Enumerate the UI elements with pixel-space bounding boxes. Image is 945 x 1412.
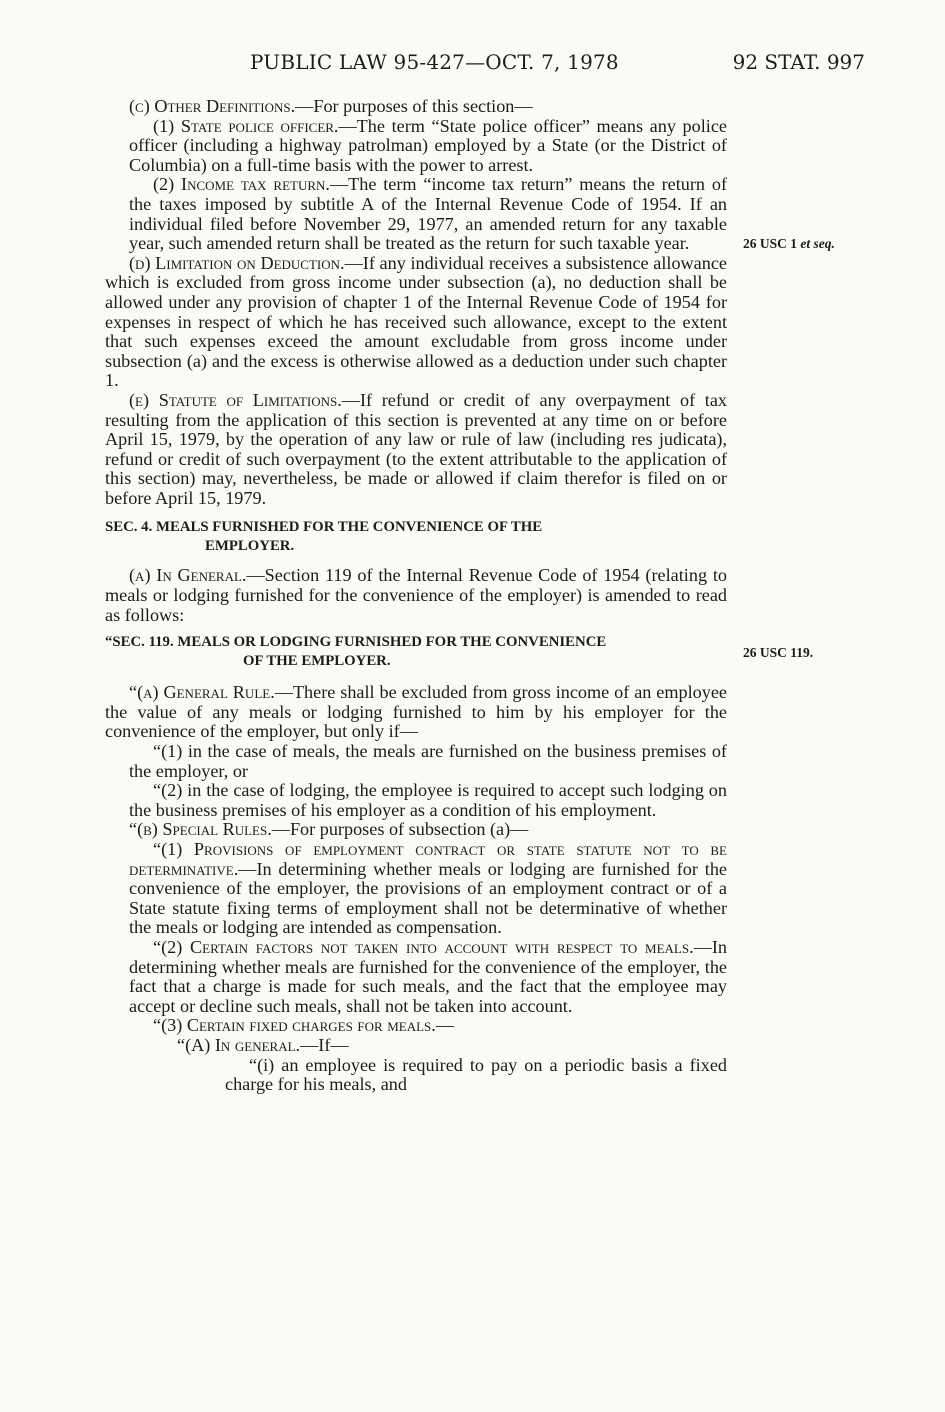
- section-4-heading-line1: SEC. 4. MEALS FURNISHED FOR THE CONVENIENCE OF THE: [105, 519, 543, 536]
- margin-note-italic: et seq.: [800, 236, 835, 251]
- rule-a-general: [105, 683, 727, 742]
- margin-note-26-usc-119: 26 USC 119.: [743, 645, 814, 660]
- rule-b3-A: [105, 1036, 727, 1056]
- header-stat-page: 92 STAT. 997: [732, 50, 865, 74]
- subsection-c1-text: —The term “State police officer” means any police officer (including a highway patrolman) employed by a State (or the District of Columbia) on a full-time basis with the power to arrest.: [129, 115, 727, 175]
- subsection-d-text: —If any individual receives a subsistence allowance which is excluded from gross income under subsection (a), no deduction shall be allowed under any provision of chapter 1 of the Internal Revenue Code of 1954 for expenses in respect of which he has received such allowance, except to the extent that such expenses exceed the amount excludable from gross income under subsection (a) and the excess is otherwise allowed as a deduction under such chapter 1.: [105, 252, 727, 391]
- section-4-a-text: —Section 119 of the Internal Revenue Code of 1954 (relating to meals or lodging furnished for the convenience of the employer) is amended to read as follows:: [105, 565, 727, 625]
- subsection-c2-heading: (2) Income tax return.: [153, 174, 330, 195]
- section-4-heading: [105, 518, 727, 556]
- subsection-e-text: —If refund or credit of any overpayment of tax resulting from the application of this section is prevented at any time on or before April 15, 1979, by the operation of any law or rule of law (including res judicata), refund or credit of such overpayment (to the extent attributable to the application of this section) may, nevertheless, be made or allowed if claim therefor is filed on or before April 15, 1979.: [105, 389, 728, 508]
- subsection-c2: [105, 175, 727, 253]
- subsection-c-heading: (c) Other Definitions.: [129, 96, 296, 116]
- margin-note-main: 26 USC 1: [743, 236, 801, 251]
- subsection-c1: [105, 117, 727, 176]
- margin-note-26-usc-1: [743, 236, 933, 252]
- rule-b-text: —For purposes of subsection (a)—: [271, 819, 529, 840]
- rule-b2-text: —In determining whether meals are furnished for the convenience of the employer, the fact that a charge is made for such meals, and the fact that the employee may accept or decline such meals, shall not be taken into account.: [129, 936, 727, 1016]
- rule-b2-heading: “(2) Certain factors not taken into account with respect to meals.: [153, 936, 694, 957]
- subsection-d: [105, 254, 727, 391]
- subsection-d-heading: (d) Limitation on Deduction.: [129, 252, 345, 273]
- rule-a-heading: “(a) General Rule.: [129, 682, 275, 703]
- section-119-heading: [105, 633, 727, 671]
- section-4-heading-line2: EMPLOYER.: [205, 538, 295, 555]
- rule-b3-A-heading: “(A) In general.: [177, 1034, 301, 1055]
- subsection-c-text: —For purposes of this section—: [295, 96, 533, 116]
- subsection-e-heading: (e) Statute of Limitations.: [129, 389, 342, 410]
- section-119-heading-line2: OF THE EMPLOYER.: [243, 653, 391, 670]
- rule-a-text: —There shall be excluded from gross income of an employee the value of any meals or lodging furnished to him by his employer for the convenience of the employer, but only if—: [105, 682, 727, 742]
- rule-b-heading: “(b) Special Rules.: [129, 819, 272, 840]
- rule-b-special: [105, 820, 727, 840]
- rule-a1: “(1) in the case of meals, the meals are furnished on the business premises of the employer, or: [129, 741, 727, 781]
- subsection-c1-heading: (1) State police officer.: [153, 115, 339, 136]
- rule-b3-heading: “(3) Certain fixed charges for meals.: [153, 1015, 436, 1036]
- document-body: [105, 97, 727, 1095]
- rule-a2: “(2) in the case of lodging, the employee is required to accept such lodging on the business premises of his employer as a condition of his employment.: [129, 780, 727, 820]
- subsection-c2-text: —The term “income tax return” means the return of the taxes imposed by subtitle A of the Internal Revenue Code of 1954. If an individual filed before November 29, 1977, an amended return for any taxable year, such amended return shall be treated as the return for such taxable year.: [129, 174, 728, 254]
- subsection-e: [105, 391, 727, 509]
- header-title: PUBLIC LAW 95-427—OCT. 7, 1978: [250, 50, 619, 74]
- rule-b3-A-i: “(i) an employee is required to pay on a periodic basis a fixed charge for his meals, and: [225, 1054, 727, 1095]
- section-4-subsection-a: [105, 566, 727, 625]
- section-119-heading-line1: “SEC. 119. MEALS OR LODGING FURNISHED FOR THE CONVENIENCE: [105, 634, 607, 651]
- subsection-c: [105, 97, 727, 117]
- page-header: [105, 50, 865, 78]
- rule-b3: [105, 1016, 727, 1036]
- rule-b1: [105, 840, 727, 938]
- rule-b3-text: —: [435, 1015, 455, 1036]
- rule-b2: [105, 938, 727, 1016]
- section-4-a-heading: (a) In General.: [129, 565, 247, 586]
- rule-b1-text: —In determining whether meals or lodging are furnished for the convenience of the employer, the provisions of an employment contract or of a State statute fixing terms of employment shall not be determinative of whether the meals or lodging are intended as compensation.: [129, 858, 727, 938]
- rule-b3-A-text: —If—: [300, 1034, 349, 1055]
- rule-b1-heading: “(1) Provisions of employment contract or state statute not to be determinative.: [129, 839, 727, 879]
